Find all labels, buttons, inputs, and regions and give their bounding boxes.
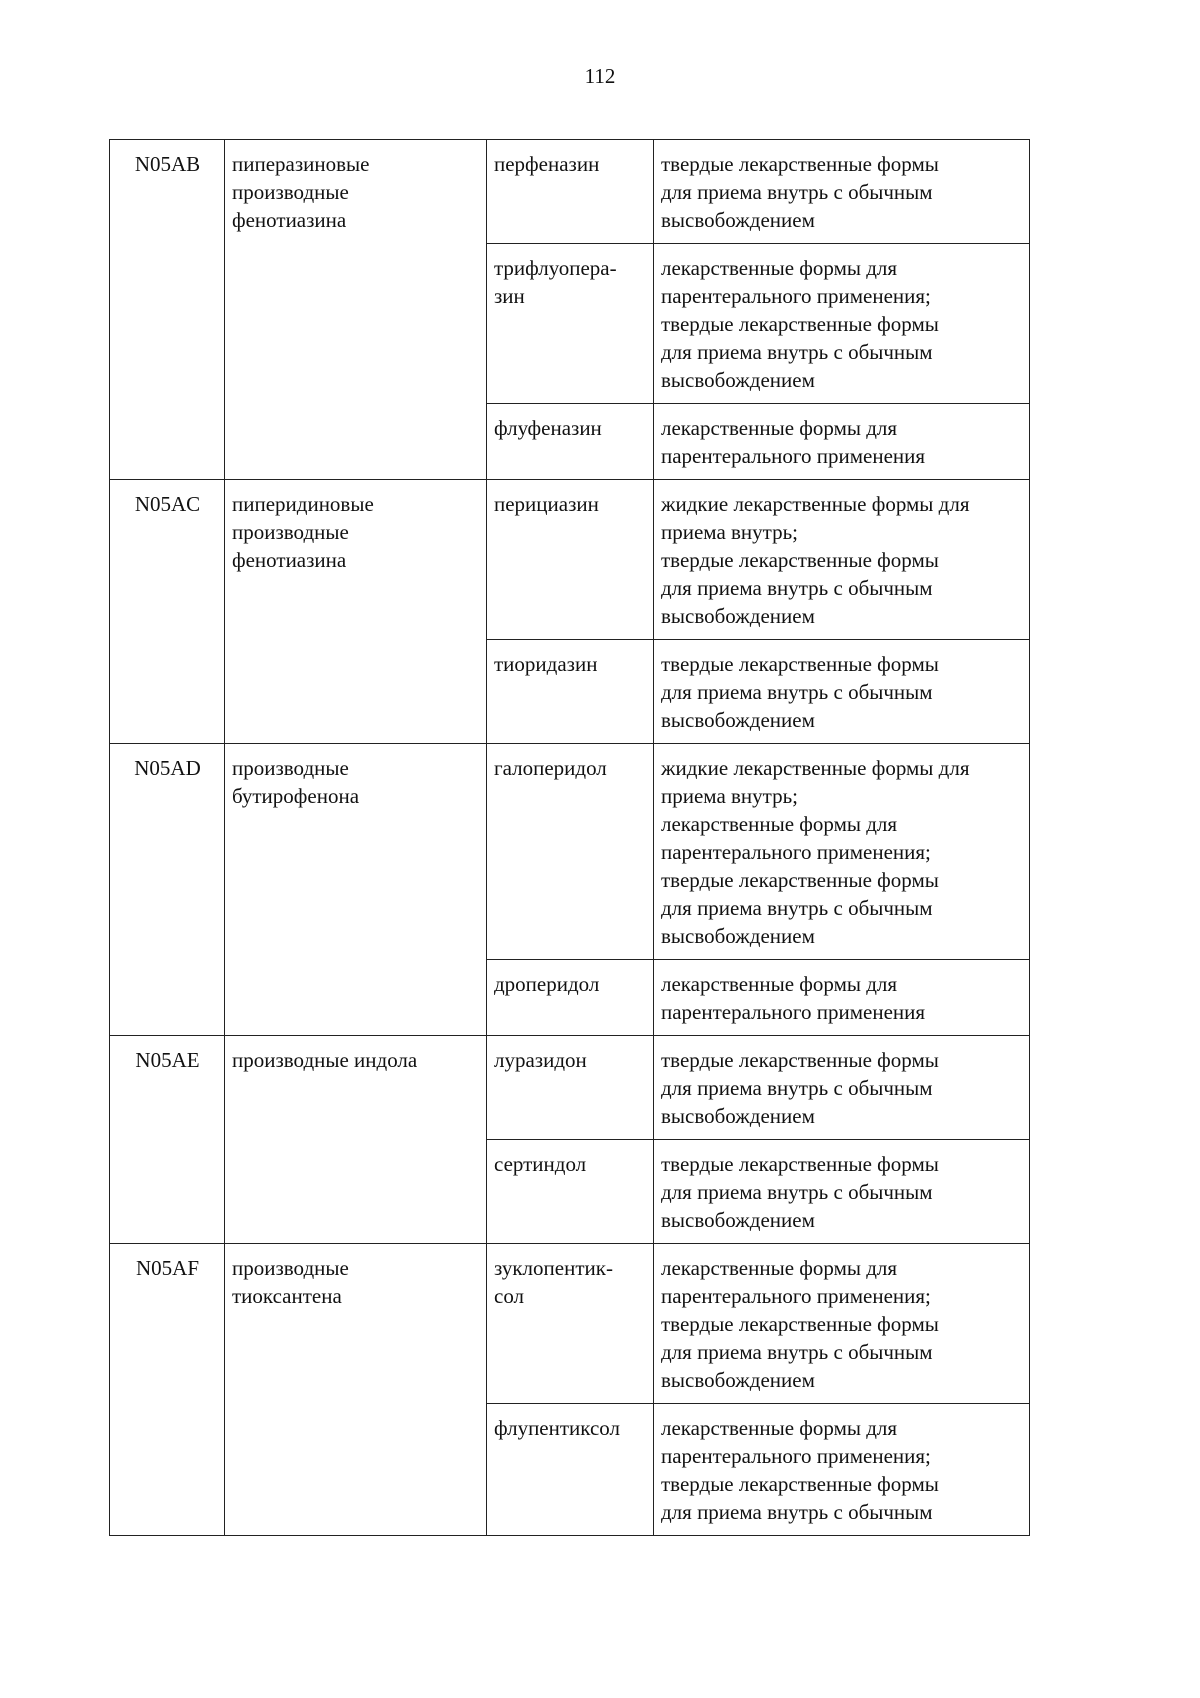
group-name-cell <box>225 744 487 1036</box>
drug-name-cell <box>487 1036 654 1140</box>
drug-name-cell <box>487 244 654 404</box>
atc-code-cell: N05AE <box>110 1036 225 1244</box>
group-name-line: пиперазиновые <box>232 152 370 176</box>
drug-name-line: сертиндол <box>494 1152 587 1176</box>
dosage-form-cell <box>654 1244 1030 1404</box>
dosage-form-line: высвобождением <box>661 1104 815 1128</box>
dosage-form-line: лекарственные формы для <box>661 812 898 836</box>
drug-name-cell <box>487 140 654 244</box>
drug-name-line: перициазин <box>494 492 599 516</box>
atc-code-cell: N05AB <box>110 140 225 480</box>
group-name-line: тиоксантена <box>232 1284 342 1308</box>
drug-name-cell <box>487 640 654 744</box>
dosage-form-line: для приема внутрь с обычным <box>661 1500 933 1524</box>
dosage-form-line: твердые лекарственные формы <box>661 1472 939 1496</box>
dosage-form-cell <box>654 480 1030 640</box>
dosage-form-cell <box>654 1140 1030 1244</box>
group-name-line: производные <box>232 520 349 544</box>
dosage-form-line: для приема внутрь с обычным <box>661 1180 933 1204</box>
dosage-form-line: высвобождением <box>661 208 815 232</box>
group-name-line: производные <box>232 1256 349 1280</box>
group-name-line: производные индола <box>232 1048 418 1072</box>
drug-name-line: сол <box>494 1284 525 1308</box>
dosage-form-line: для приема внутрь с обычным <box>661 680 933 704</box>
drug-name-line: флупентиксол <box>494 1416 620 1440</box>
drug-name-line: флуфеназин <box>494 416 602 440</box>
dosage-form-line: для приема внутрь с обычным <box>661 1076 933 1100</box>
drug-name-line: дроперидол <box>494 972 600 996</box>
dosage-form-line: парентерального применения; <box>661 840 931 864</box>
dosage-form-line: твердые лекарственные формы <box>661 868 939 892</box>
group-name-cell <box>225 140 487 480</box>
atc-code-cell: N05AC <box>110 480 225 744</box>
dosage-form-line: лекарственные формы для <box>661 416 898 440</box>
dosage-form-line: жидкие лекарственные формы для <box>661 756 970 780</box>
dosage-form-cell <box>654 404 1030 480</box>
dosage-form-line: высвобождением <box>661 368 815 392</box>
dosage-form-line: твердые лекарственные формы <box>661 1152 939 1176</box>
drug-name-line: трифлуопера- <box>494 256 617 280</box>
drug-name-line: луразидон <box>494 1048 587 1072</box>
atc-code-cell: N05AD <box>110 744 225 1036</box>
dosage-form-line: приема внутрь; <box>661 520 799 544</box>
group-name-cell <box>225 1036 487 1244</box>
dosage-form-cell <box>654 140 1030 244</box>
drug-name-cell <box>487 1404 654 1536</box>
drug-name-line: перфеназин <box>494 152 600 176</box>
dosage-form-line: парентерального применения; <box>661 284 931 308</box>
group-name-line: фенотиазина <box>232 208 347 232</box>
drug-name-cell <box>487 480 654 640</box>
group-name-line: бутирофенона <box>232 784 360 808</box>
drug-name-line: галоперидол <box>494 756 607 780</box>
dosage-form-line: для приема внутрь с обычным <box>661 1340 933 1364</box>
dosage-form-cell <box>654 1036 1030 1140</box>
drug-name-cell <box>487 744 654 960</box>
group-name-cell <box>225 480 487 744</box>
group-name-line: производные <box>232 180 349 204</box>
dosage-form-line: приема внутрь; <box>661 784 799 808</box>
atc-code-cell: N05AF <box>110 1244 225 1536</box>
dosage-form-line: высвобождением <box>661 1368 815 1392</box>
group-name-line: производные <box>232 756 349 780</box>
group-name-line: пиперидиновые <box>232 492 374 516</box>
dosage-form-line: парентерального применения; <box>661 1444 931 1468</box>
dosage-form-line: твердые лекарственные формы <box>661 152 939 176</box>
drug-table <box>109 139 1030 1536</box>
dosage-form-line: лекарственные формы для <box>661 256 898 280</box>
drug-name-cell <box>487 1140 654 1244</box>
dosage-form-line: парентерального применения <box>661 444 926 468</box>
drug-name-line: зуклопентик- <box>494 1256 613 1280</box>
table-row <box>110 744 1030 960</box>
dosage-form-line: высвобождением <box>661 924 815 948</box>
dosage-form-line: лекарственные формы для <box>661 1416 898 1440</box>
dosage-form-line: парентерального применения; <box>661 1284 931 1308</box>
dosage-form-cell <box>654 244 1030 404</box>
dosage-form-cell <box>654 640 1030 744</box>
dosage-form-line: твердые лекарственные формы <box>661 1312 939 1336</box>
dosage-form-line: высвобождением <box>661 1208 815 1232</box>
page-number: 112 <box>584 64 616 88</box>
dosage-form-line: лекарственные формы для <box>661 1256 898 1280</box>
dosage-form-line: твердые лекарственные формы <box>661 548 939 572</box>
dosage-form-line: твердые лекарственные формы <box>661 652 939 676</box>
dosage-form-cell <box>654 960 1030 1036</box>
dosage-form-line: высвобождением <box>661 604 815 628</box>
table-row <box>110 1244 1030 1404</box>
drug-name-cell <box>487 1244 654 1404</box>
drug-name-line: зин <box>494 284 525 308</box>
dosage-form-line: лекарственные формы для <box>661 972 898 996</box>
dosage-form-line: для приема внутрь с обычным <box>661 896 933 920</box>
table-row <box>110 480 1030 640</box>
drug-name-cell <box>487 960 654 1036</box>
dosage-form-cell <box>654 744 1030 960</box>
dosage-form-line: твердые лекарственные формы <box>661 1048 939 1072</box>
table-row <box>110 140 1030 244</box>
dosage-form-cell <box>654 1404 1030 1536</box>
drug-name-line: тиоридазин <box>494 652 598 676</box>
dosage-form-line: парентерального применения <box>661 1000 926 1024</box>
group-name-line: фенотиазина <box>232 548 347 572</box>
dosage-form-line: высвобождением <box>661 708 815 732</box>
table-row <box>110 1036 1030 1140</box>
dosage-form-line: для приема внутрь с обычным <box>661 340 933 364</box>
dosage-form-line: для приема внутрь с обычным <box>661 180 933 204</box>
drug-table-body <box>110 140 1030 1536</box>
dosage-form-line: жидкие лекарственные формы для <box>661 492 970 516</box>
group-name-cell <box>225 1244 487 1536</box>
dosage-form-line: для приема внутрь с обычным <box>661 576 933 600</box>
drug-name-cell <box>487 404 654 480</box>
dosage-form-line: твердые лекарственные формы <box>661 312 939 336</box>
